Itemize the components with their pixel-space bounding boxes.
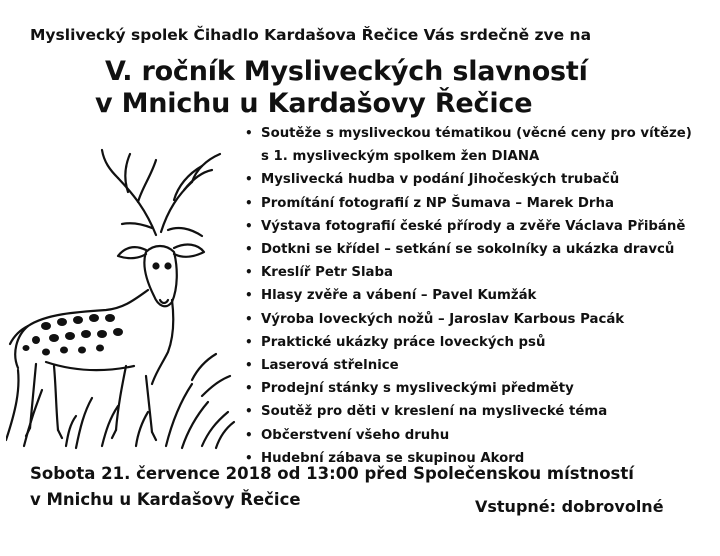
program-item-label: Prodejní stánky s mysliveckými předměty [261,381,574,397]
program-item-label: Výroba loveckých nožů – Jaroslav Karbous Pacák [261,311,625,327]
program-item [245,284,715,307]
event-place: v Mnichu u Kardašovy Řečice [30,490,301,509]
program-item [245,215,715,238]
program-item-label: Promítání fotografií z NP Šumava – Marek Drha [261,195,614,211]
program-item [245,400,715,423]
bullet-icon: • [245,172,253,187]
program-item [245,238,715,261]
program-item [245,331,715,354]
bullet-icon: • [245,450,253,465]
program-item [245,261,715,284]
invite-line: Myslivecký spolek Čihadlo Kardašova Řečice Vás srdečně zve na [30,26,592,44]
program-item [245,168,715,191]
page-title-line-1: V. ročník Mysliveckých slavností [105,56,588,87]
bullet-icon: • [245,218,253,233]
bullet-icon: • [245,242,253,257]
entry-fee: Vstupné: dobrovolné [475,497,664,516]
bullet-icon: • [245,404,253,419]
page-title-line-2: v Mnichu u Kardašovy Řečice [95,88,533,119]
bullet-icon: • [245,126,253,140]
program-item [245,122,715,145]
bullet-icon: • [245,381,253,396]
bullet-icon: • [245,265,253,280]
program-item-label: Soutěž pro děti v kreslení na myslivecké téma [261,404,608,420]
fallow-deer-icon [6,140,236,450]
program-item-label: Hlasy zvěře a vábení – Pavel Kumžák [261,288,537,304]
program-item-label: Občerstvení všeho druhu [261,427,450,443]
program-item [245,377,715,400]
bullet-icon: • [245,311,253,326]
bullet-icon: • [245,358,253,373]
program-item-continuation [245,145,715,168]
program-item [245,192,715,215]
program-item-label: Praktické ukázky práce loveckých psů [261,334,546,350]
program-item-label: Hudební zábava se skupinou Akord [261,450,525,466]
event-date: Sobota 21. července 2018 od 13:00 před Společenskou místností [30,464,634,483]
bullet-icon: • [245,288,253,303]
program-item-label: s 1. mysliveckým spolkem žen DIANA [261,149,540,165]
program-list [245,122,715,470]
program-item-label: Soutěže s mysliveckou tématikou (věcné ceny pro vítěze) [261,126,692,141]
program-item-label: Kreslíř Petr Slaba [261,265,394,281]
program-item-label: Laserová střelnice [261,358,399,374]
bullet-icon: • [245,195,253,210]
bullet-icon: • [245,427,253,442]
program-item [245,424,715,447]
program-item-label: Myslivecká hudba v podání Jihočeských trubačů [261,172,620,188]
bullet-icon: • [245,334,253,349]
program-item [245,308,715,331]
program-item-label: Dotkni se křídel – setkání se sokolníky a ukázka dravců [261,242,675,258]
program-item-label: Výstava fotografií české přírody a zvěře Václava Přibáně [261,218,686,234]
program-item [245,354,715,377]
